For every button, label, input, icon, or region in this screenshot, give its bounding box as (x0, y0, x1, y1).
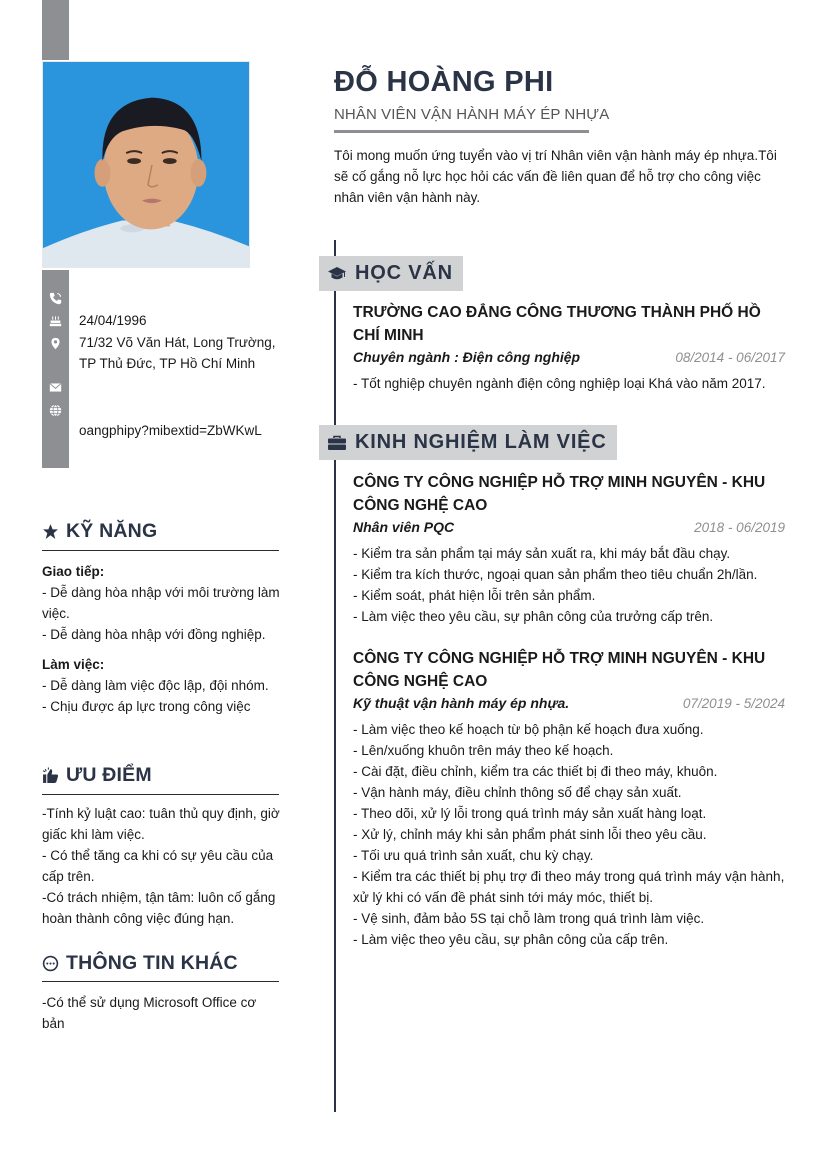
top-decor-bar (42, 0, 69, 60)
experience-desc-item: - Làm việc theo yêu cầu, sự phân công của trưởng cấp trên. (353, 609, 714, 624)
company-name: CÔNG TY CÔNG NGHIỆP HỖ TRỢ MINH NGUYÊN - KHU CÔNG NGHỆ CAO (353, 650, 766, 690)
strength-item: -Tính kỷ luật cao: tuân thủ quy định, giờ giấc khi làm việc. (42, 806, 280, 842)
skill-item: - Chịu được áp lực trong công việc (42, 699, 251, 714)
skills-section-title (42, 516, 279, 546)
skills-body (42, 561, 282, 717)
experience-desc-item: - Kiểm tra các thiết bị phụ trợ đi theo máy trong quá trình máy vận hành, xử lý khi có vấn đề phát sinh tới máy móc, thiết bị. (353, 869, 785, 905)
experience-date: 07/2019 - 5/2024 (682, 696, 785, 711)
other-info-body (42, 992, 282, 1034)
briefcase-icon (327, 434, 347, 452)
experience-desc-item: - Kiểm tra kích thước, ngoại quan sản phẩm theo tiêu chuẩn 2h/lần. (353, 567, 758, 582)
strengths-title-text: ƯU ĐIỂM (66, 763, 152, 786)
experience-desc-item: - Làm việc theo kế hoạch từ bộ phận kế hoạch đưa xuống. (353, 722, 704, 737)
education-date: 08/2014 - 06/2017 (675, 350, 785, 365)
skill-item: - Dễ dàng hòa nhập với môi trường làm việc. (42, 585, 280, 621)
skill-group (42, 654, 282, 717)
experience-description (353, 719, 785, 950)
education-title-text: HỌC VẤN (355, 262, 453, 284)
school-name: TRƯỜNG CAO ĐẲNG CÔNG THƯƠNG THÀNH PHỐ HỒ CHÍ MINH (353, 304, 761, 344)
skill-item: - Dễ dàng làm việc độc lập, đội nhóm. (42, 678, 269, 693)
career-objective: Tôi mong muốn ứng tuyển vào vị trí Nhân viên vận hành máy ép nhựa.Tôi sẽ cố gắng nỗ lực học hỏi các vấn đề liên quan để hỗ trợ cho công việc nhân viên vận hành này. (334, 148, 777, 205)
entry-role-row (353, 349, 785, 365)
experience-desc-item: - Vệ sinh, đảm bảo 5S tại chỗ làm trong quá trình làm việc. (353, 911, 705, 926)
profile-photo (42, 61, 250, 268)
thumbs-up-icon (42, 767, 59, 784)
globe-icon (49, 404, 62, 417)
skill-group-label: Làm việc: (42, 657, 105, 672)
timeline-line (334, 240, 336, 1112)
experience-desc-item: - Theo dõi, xử lý lỗi trong quá trình máy sản xuất hàng loạt. (353, 806, 707, 821)
title-underline (334, 130, 589, 133)
strengths-divider (42, 794, 279, 795)
experience-date: 2018 - 06/2019 (694, 520, 785, 535)
experience-desc-item: - Cài đặt, điều chỉnh, kiểm tra các thiết bị đi theo máy, khuôn. (353, 764, 718, 779)
position: Kỹ thuật vận hành máy ép nhựa. (353, 695, 570, 711)
skills-divider (42, 550, 279, 551)
experience-entry (353, 647, 785, 950)
experience-desc-item: - Làm việc theo yêu cầu, sự phân công của cấp trên. (353, 932, 669, 947)
experience-title-text: KINH NGHIỆM LÀM VIỆC (355, 431, 607, 453)
experience-entry (353, 471, 785, 627)
other-info-section-title (42, 948, 279, 978)
major: Chuyên ngành : Điện công nghiệp (353, 349, 581, 365)
graduation-cap-icon (327, 265, 347, 283)
contact-icon-bar (42, 270, 69, 468)
strengths-section-title (42, 760, 279, 790)
email-icon (49, 381, 62, 394)
skills-title-text: KỸ NĂNG (66, 519, 158, 542)
contact-website[interactable]: oangphipy?mibextid=ZbWKwL (79, 423, 262, 438)
skill-group-label: Giao tiếp: (42, 564, 105, 579)
experience-desc-item: - Tối ưu quá trình sản xuất, chu kỳ chạy. (353, 848, 594, 863)
more-circle-icon (42, 955, 59, 972)
birthday-cake-icon (49, 314, 62, 327)
experience-section-header (319, 425, 617, 460)
education-desc-item: - Tốt nghiệp chuyên ngành điện công nghiệp loại Khá vào năm 2017. (353, 376, 766, 391)
star-icon (42, 523, 59, 540)
company-name: CÔNG TY CÔNG NGHIỆP HỖ TRỢ MINH NGUYÊN - KHU CÔNG NGHỆ CAO (353, 474, 766, 514)
experience-description (353, 543, 785, 627)
contact-birthday: 24/04/1996 (79, 313, 147, 328)
entry-role-row (353, 519, 785, 535)
contact-address-line1: 71/32 Võ Văn Hát, Long Trường, (79, 335, 276, 350)
skill-item: - Dễ dàng hòa nhập với đồng nghiệp. (42, 627, 266, 642)
strengths-body (42, 803, 282, 929)
other-info-item: -Có thể sử dụng Microsoft Office cơ bản (42, 995, 257, 1031)
experience-desc-item: - Kiểm tra sản phẩm tại máy sản xuất ra, khi máy bắt đầu chạy. (353, 546, 731, 561)
phone-icon (49, 292, 62, 305)
candidate-job-title: NHÂN VIÊN VẬN HÀNH MÁY ÉP NHỰA (334, 106, 610, 123)
skill-group (42, 561, 282, 645)
candidate-name: ĐỖ HOÀNG PHI (334, 66, 554, 98)
position: Nhân viên PQC (353, 519, 455, 535)
other-info-divider (42, 981, 279, 982)
education-section-header (319, 256, 463, 291)
strength-item: - Có thể tăng ca khi có sự yêu cầu của cấp trên. (42, 848, 274, 884)
other-info-title-text: THÔNG TIN KHÁC (66, 951, 238, 974)
location-pin-icon (49, 337, 62, 350)
portrait-image (43, 62, 249, 267)
experience-desc-item: - Kiểm soát, phát hiện lỗi trên sản phẩm. (353, 588, 596, 603)
strength-item: -Có trách nhiệm, tận tâm: luôn cố gắng hoàn thành công việc đúng hạn. (42, 890, 276, 926)
experience-desc-item: - Vận hành máy, điều chỉnh thông số để chạy sản xuất. (353, 785, 682, 800)
education-entry (353, 301, 785, 394)
education-description (353, 373, 785, 394)
experience-desc-item: - Xử lý, chỉnh máy khi sản phẩm phát sinh lỗi theo yêu cầu. (353, 827, 707, 842)
experience-desc-item: - Lên/xuống khuôn trên máy theo kế hoạch. (353, 743, 614, 758)
entry-role-row (353, 695, 785, 711)
contact-address-line2: TP Thủ Đức, TP Hồ Chí Minh (79, 356, 256, 371)
